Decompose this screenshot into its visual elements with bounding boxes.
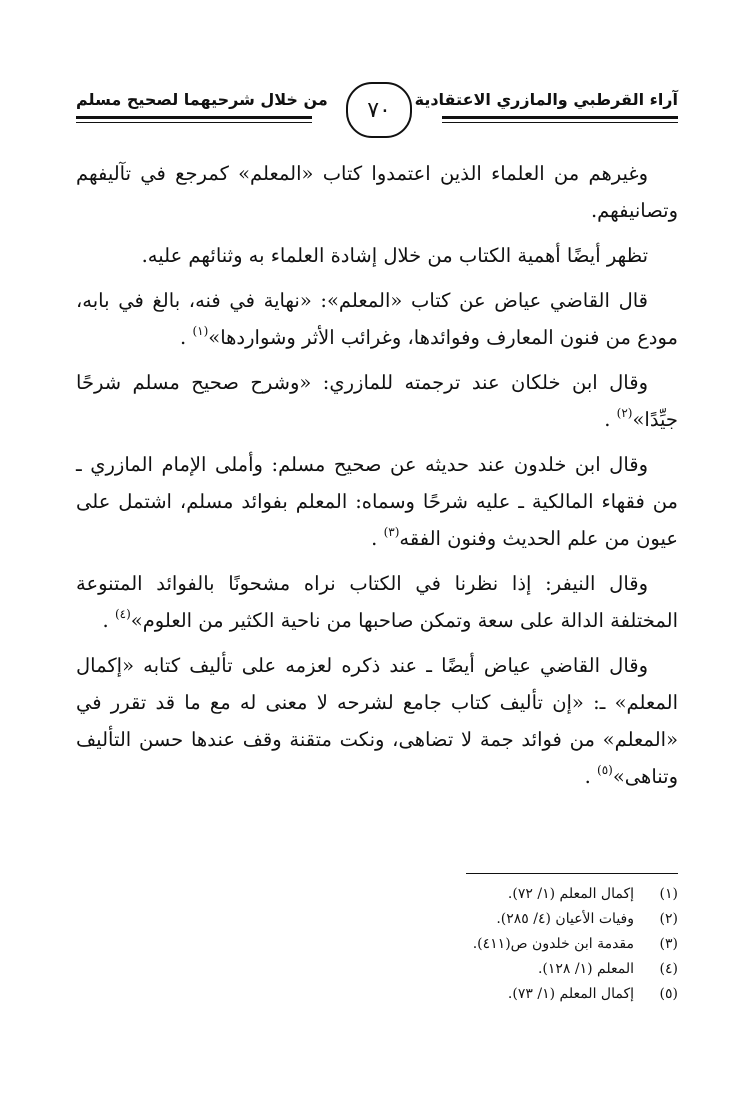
footnote-reference[interactable]: (٣)	[383, 525, 400, 539]
footnote-separator	[466, 873, 678, 874]
paragraph	[76, 446, 678, 557]
footnote-text: إكمال المعلم (١/ ٧٢).	[507, 886, 634, 902]
footnote-item	[76, 932, 678, 957]
footnote-reference[interactable]: (٤)	[114, 607, 131, 621]
paragraph-text: وقال النيفر: إذا نظرنا في الكتاب نراه مشحونًا بالفوائد المتنوعة المختلفة الدالة على سعة وتمكن صاحبها من ناحية الكثير من العلوم»	[76, 572, 678, 632]
paragraph-tail: .	[102, 609, 115, 632]
header-rule-left	[76, 116, 312, 119]
header-rule-right-thin	[442, 122, 678, 123]
header-subtitle: من خلال شرحيهما لصحيح مسلم	[76, 90, 328, 109]
paragraph	[76, 282, 678, 356]
paragraph-tail: .	[604, 408, 617, 431]
paragraph	[76, 565, 678, 639]
footnote-reference[interactable]: (٢)	[616, 406, 633, 420]
page-number: ٧٠	[367, 97, 391, 123]
footnote-number: (٥)	[659, 986, 678, 1002]
footnote-number: (٣)	[659, 936, 678, 952]
footnote-item	[76, 907, 678, 932]
paragraph-text: قال القاضي عياض عن كتاب «المعلم»: «نهاية في فنه، بالغ في بابه، مودع من فنون المعارف وفوائدها، وغرائب الأثر وشواردها»	[76, 289, 678, 349]
main-text	[76, 155, 678, 803]
paragraph-text: وقال ابن خلدون عند حديثه عن صحيح مسلم: وأملى الإمام المازري ـ من فقهاء المالكية ـ عليه شرحًا وسماه: المعلم بفوائد مسلم، اشتمل على عيون من علم الحديث وفنون الفقه	[76, 453, 678, 550]
paragraph-text: وقال القاضي عياض أيضًا ـ عند ذكره لعزمه على تأليف كتابه «إكمال المعلم» ـ: «إن تأليف كتاب جامع لشرحه لا معنى له مع ما قد تقرر في «المعلم» من فوائد جمة لا تضاهى، ونكت متقنة وقف عندها حسن التأليف وتناهى»	[76, 654, 678, 788]
paragraph-text: تظهر أيضًا أهمية الكتاب من خلال إشادة العلماء به وثنائهم عليه.	[141, 244, 648, 267]
paragraph-text: وقال ابن خلكان عند ترجمته للمازري: «وشرح صحيح مسلم شرحًا جيِّدًا»	[76, 371, 678, 431]
paragraph	[76, 155, 678, 229]
paragraph	[76, 364, 678, 438]
footnote-item	[76, 882, 678, 907]
footnote-reference[interactable]: (٥)	[597, 763, 613, 777]
header-rule-left-thin	[76, 122, 312, 123]
header-book-title: آراء القرطبي والمازري الاعتقادية	[414, 90, 678, 109]
footnote-text: المعلم (١/ ١٢٨).	[537, 961, 634, 977]
paragraph-tail: .	[584, 765, 598, 788]
header-rule-right	[442, 116, 678, 119]
footnote-number: (٢)	[659, 911, 678, 927]
footnote-item	[76, 957, 678, 982]
footnote-item	[76, 982, 678, 1007]
footnote-text: إكمال المعلم (١/ ٧٣).	[507, 986, 634, 1002]
footnote-text: مقدمة ابن خلدون ص(٤١١).	[472, 936, 634, 952]
footnote-text: وفيات الأعيان (٤/ ٢٨٥).	[496, 911, 634, 927]
footnote-reference[interactable]: (١)	[192, 324, 209, 338]
paragraph	[76, 647, 678, 795]
paragraph-tail: .	[180, 326, 193, 349]
footnotes-list	[76, 882, 678, 1007]
running-header	[76, 82, 678, 138]
paragraph	[76, 237, 678, 274]
paragraph-text: وغيرهم من العلماء الذين اعتمدوا كتاب «المعلم» كمرجع في تآليفهم وتصانيفهم.	[76, 162, 678, 222]
page-number-badge	[346, 82, 412, 138]
footnote-number: (٤)	[659, 961, 678, 977]
paragraph-tail: .	[371, 527, 384, 550]
footnote-number: (١)	[659, 886, 678, 902]
